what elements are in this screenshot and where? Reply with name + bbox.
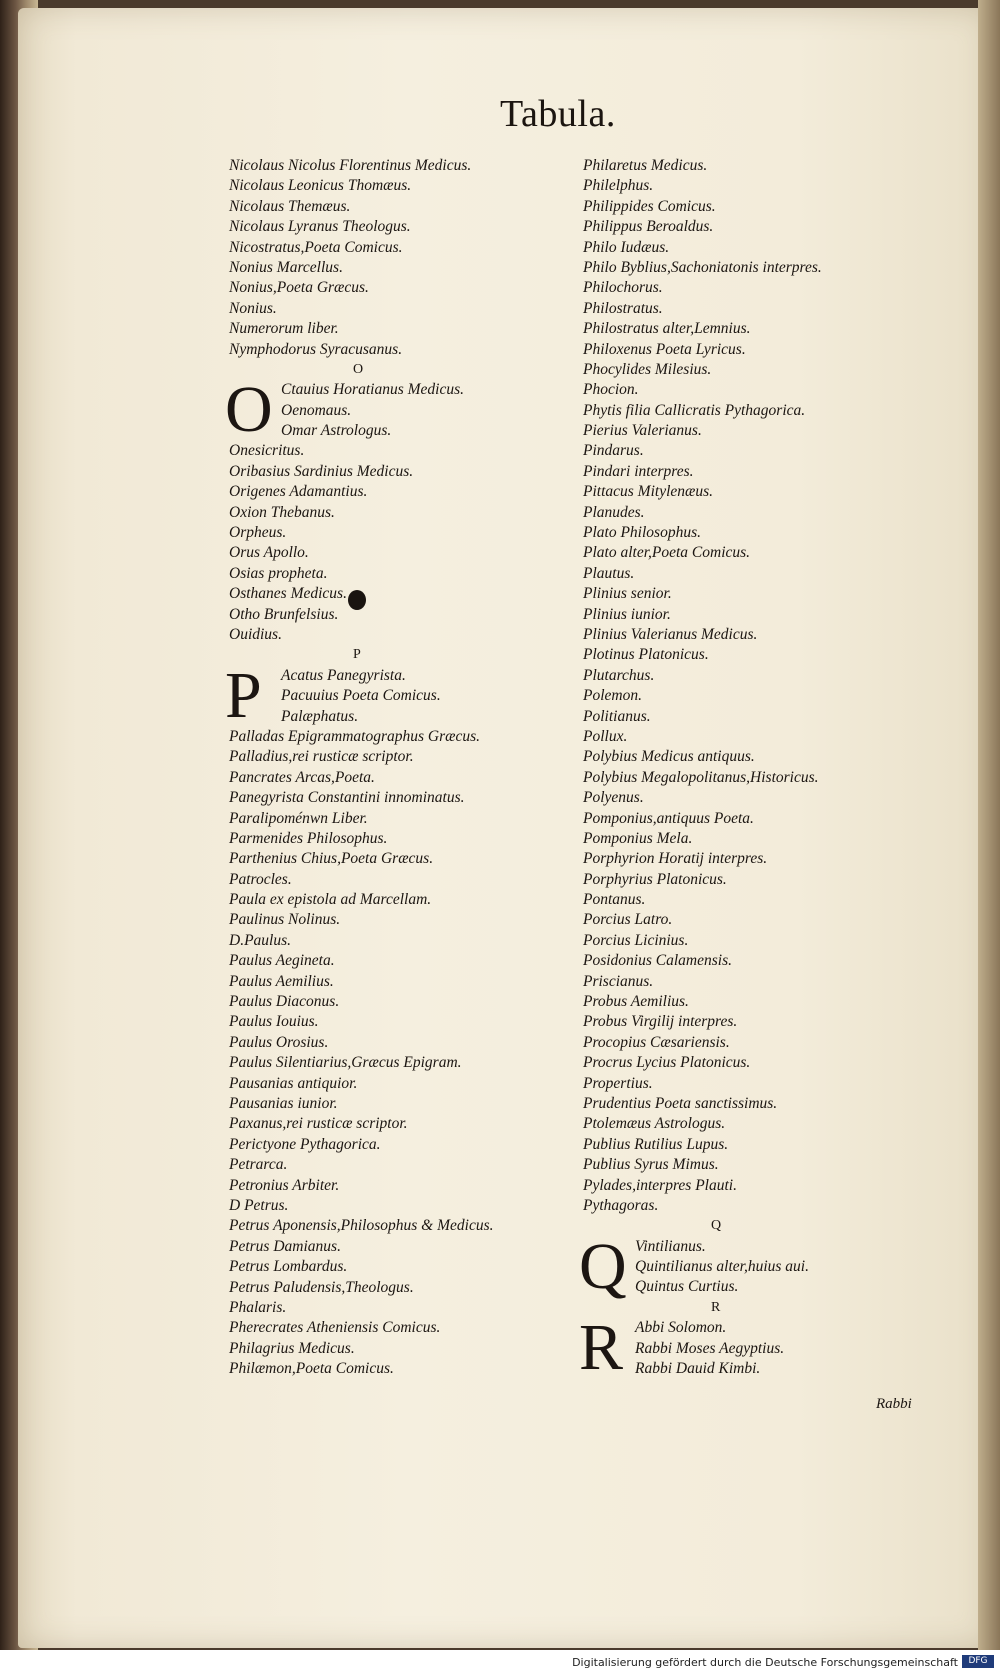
index-entry: Philoxenus Poeta Lyricus. — [583, 340, 746, 358]
index-entry: Philostratus. — [583, 299, 663, 317]
index-entry: Palladas Epigrammatographus Græcus. — [229, 727, 481, 745]
index-entry: Plutarchus. — [583, 666, 655, 684]
index-entry: Nonius. — [229, 299, 277, 317]
index-entry: Abbi Solomon. — [635, 1319, 727, 1337]
index-entry: Paulus Orosius. — [229, 1033, 329, 1051]
index-entry: Nicolaus Themæus. — [229, 197, 351, 215]
index-entry: Phytis filia Callicratis Pythagorica. — [583, 401, 806, 419]
index-entry: Nymphodorus Syracusanus. — [229, 340, 403, 358]
dropcap-q: Q — [579, 1229, 627, 1303]
index-entry: Planudes. — [583, 503, 645, 521]
index-entry: Pomponius,antiquus Poeta. — [583, 809, 754, 827]
section-letter-p: P — [353, 647, 361, 663]
index-entry: Polemon. — [583, 687, 642, 705]
index-entry: Oenomaus. — [281, 401, 352, 419]
left-index-column — [225, 156, 494, 1379]
index-entry: Pausanias antiquior. — [229, 1074, 358, 1092]
index-entry: Otho Brunfelsius. — [229, 605, 339, 623]
index-entry: Osthanes Medicus. — [229, 585, 347, 603]
index-entry: Petrus Lombardus. — [229, 1258, 348, 1276]
index-entry: Procrus Lycius Platonicus. — [583, 1054, 751, 1072]
index-entry: Paralipoménwn Liber. — [229, 809, 368, 827]
index-entry: Orus Apollo. — [229, 544, 309, 562]
index-entry: Vintilianus. — [635, 1237, 706, 1255]
index-entry: Polybius Megalopolitanus,Historicus. — [583, 768, 819, 786]
index-entry: Politianus. — [583, 707, 651, 725]
ink-blot — [348, 590, 366, 610]
index-entry: Polyenus. — [583, 789, 644, 807]
index-entry: Parmenides Philosophus. — [229, 829, 388, 847]
index-entry: Paulus Aemilius. — [229, 972, 334, 990]
index-entry: Palæphatus. — [281, 707, 359, 725]
page-right-edge — [978, 0, 1000, 1650]
index-entry: Pausanias iunior. — [229, 1095, 338, 1112]
index-entry: Petronius Arbiter. — [229, 1176, 340, 1194]
index-entry: Pittacus Mitylenæus. — [583, 483, 714, 501]
right-index-column — [579, 156, 822, 1385]
index-entry: Panegyrista Constantini innominatus. — [229, 789, 465, 807]
index-entry: Philaretus Medicus. — [583, 157, 708, 174]
dropcap-o: O — [225, 373, 273, 447]
index-entry: Parthenius Chius,Poeta Græcus. — [229, 850, 434, 868]
index-entry: Paulus Aegineta. — [229, 952, 335, 970]
index-entry: Philagrius Medicus. — [229, 1339, 355, 1357]
index-entry: Plinius senior. — [583, 585, 672, 603]
index-entry: Oribasius Sardinius Medicus. — [229, 462, 414, 480]
index-entry: Phocion. — [583, 381, 639, 399]
index-entry: Ctauius Horatianus Medicus. — [281, 381, 464, 399]
index-entry: Pontanus. — [583, 891, 646, 909]
dropcap-block-q — [579, 1229, 822, 1303]
index-entry: Quintilianus alter,huius aui. — [635, 1258, 809, 1276]
index-entry: Nicolaus Nicolus Florentinus Medicus. — [229, 157, 472, 174]
index-entry: Philæmon,Poeta Comicus. — [229, 1360, 394, 1378]
index-entry: Pylades,interpres Plauti. — [583, 1176, 737, 1194]
index-entry: Probus Aemilius. — [583, 993, 689, 1011]
footer-credit: Digitalisierung gefördert durch die Deutsche Forschungsgemeinschaft — [572, 1656, 958, 1669]
index-entry: Pomponius Mela. — [583, 829, 693, 847]
index-entry: Plautus. — [583, 564, 635, 582]
index-entry: Onesicritus. — [229, 442, 305, 460]
index-entry: Philippus Beroaldus. — [583, 218, 714, 236]
dropcap-block-o — [225, 373, 494, 447]
index-entry: Nicolaus Lyranus Theologus. — [229, 218, 411, 236]
footer-bar — [0, 1650, 1000, 1674]
index-entry: Paula ex epistola ad Marcellam. — [229, 891, 432, 909]
index-entry: Pindari interpres. — [583, 462, 694, 480]
dropcap-block-p — [225, 658, 494, 732]
index-entry: Plato Philosophus. — [583, 524, 701, 542]
index-entry: Priscianus. — [583, 972, 654, 990]
index-entry: Acatus Panegyrista. — [281, 666, 406, 684]
index-entry: Plinius Valerianus Medicus. — [583, 625, 758, 643]
index-entry: Paulus Silentiarius,Græcus Epigram. — [229, 1054, 462, 1072]
index-entry: Perictyone Pythagorica. — [229, 1135, 381, 1153]
index-entry: Philo Byblius,Sachoniatonis interpres. — [583, 258, 822, 276]
index-entry: Publius Syrus Mimus. — [583, 1156, 719, 1174]
dropcap-r: R — [579, 1311, 624, 1385]
index-entry: Propertius. — [583, 1074, 653, 1092]
index-entry: Osias propheta. — [229, 564, 328, 582]
index-entry: Prudentius Poeta sanctissimus. — [583, 1094, 778, 1112]
page-paper — [18, 8, 990, 1648]
index-entry: Ouidius. — [229, 626, 282, 643]
index-entry: Pancrates Arcas,Poeta. — [229, 768, 375, 786]
index-entry: Philippides Comicus. — [583, 197, 716, 215]
index-entry: Paulinus Nolinus. — [229, 911, 341, 929]
index-entry: Orpheus. — [229, 524, 287, 542]
index-entry: Philelphus. — [583, 177, 654, 195]
index-entry: Plinius iunior. — [583, 605, 671, 623]
index-entry: D.Paulus. — [229, 931, 291, 949]
index-entry: Philochorus. — [583, 279, 663, 297]
index-entry: Publius Rutilius Lupus. — [583, 1135, 729, 1153]
index-entry: Petrarca. — [229, 1156, 288, 1174]
index-entry: Pollux. — [583, 727, 628, 745]
index-entry: Pherecrates Atheniensis Comicus. — [229, 1319, 441, 1337]
index-entry: Polybius Medicus antiquus. — [583, 748, 755, 766]
catchword: Rabbi — [876, 1396, 912, 1412]
index-entry: Ptolemæus Astrologus. — [583, 1115, 726, 1133]
dfg-logo: DFG — [962, 1655, 994, 1668]
index-entry: Numerorum liber. — [229, 320, 339, 338]
index-entry: Porphyrion Horatij interpres. — [583, 850, 768, 868]
section-letter-o: O — [353, 361, 364, 377]
index-entry: D Petrus. — [229, 1196, 289, 1214]
index-entry: Paulus Diaconus. — [229, 993, 340, 1011]
index-entry: Porcius Licinius. — [583, 931, 689, 949]
index-entry: Nonius,Poeta Græcus. — [229, 279, 369, 297]
index-entry: Palladius,rei rusticæ scriptor. — [229, 748, 414, 766]
index-entry: Origenes Adamantius. — [229, 483, 368, 501]
index-entry: Omar Astrologus. — [281, 422, 392, 440]
index-entry: Porcius Latro. — [583, 911, 673, 929]
index-entry: Pacuuius Poeta Comicus. — [281, 687, 441, 705]
index-entry: Plotinus Platonicus. — [583, 646, 709, 664]
index-entry: Pierius Valerianus. — [583, 422, 702, 440]
index-entry: Nicolaus Leonicus Thomæus. — [229, 177, 412, 195]
index-entry: Phocylides Milesius. — [583, 360, 712, 378]
index-entry: Petrus Paludensis,Theologus. — [229, 1278, 414, 1296]
index-entry: Pindarus. — [583, 442, 644, 460]
page-title: Tabula. — [500, 93, 616, 135]
index-entry: Petrus Aponensis,Philosophus & Medicus. — [229, 1217, 494, 1235]
index-entry: Quintus Curtius. — [635, 1278, 739, 1296]
dropcap-p: P — [225, 658, 262, 732]
dropcap-block-r — [579, 1311, 822, 1385]
section-letter-q: Q — [711, 1218, 722, 1234]
index-entry: Philo Iudæus. — [583, 238, 670, 256]
index-entry: Pythagoras. — [583, 1196, 659, 1214]
section-letter-r: R — [711, 1299, 721, 1315]
index-entry: Phalaris. — [229, 1298, 287, 1316]
index-entry: Porphyrius Platonicus. — [583, 870, 727, 888]
index-entry: Procopius Cæsariensis. — [583, 1033, 730, 1051]
index-entry: Philostratus alter,Lemnius. — [583, 320, 751, 338]
index-entry: Petrus Damianus. — [229, 1237, 341, 1255]
index-entry: Posidonius Calamensis. — [583, 952, 732, 970]
index-entry: Probus Virgilij interpres. — [583, 1013, 738, 1031]
index-entry: Nicostratus,Poeta Comicus. — [229, 238, 403, 256]
index-entry: Nonius Marcellus. — [229, 258, 343, 276]
index-entry: Plato alter,Poeta Comicus. — [583, 544, 751, 562]
index-entry: Rabbi Moses Aegyptius. — [635, 1339, 785, 1357]
index-entry: Oxion Thebanus. — [229, 503, 335, 521]
index-entry: Patrocles. — [229, 870, 292, 888]
index-entry: Rabbi Dauid Kimbi. — [635, 1360, 761, 1378]
index-entry: Paulus Iouius. — [229, 1013, 319, 1031]
index-entry: Paxanus,rei rusticæ scriptor. — [229, 1115, 408, 1133]
